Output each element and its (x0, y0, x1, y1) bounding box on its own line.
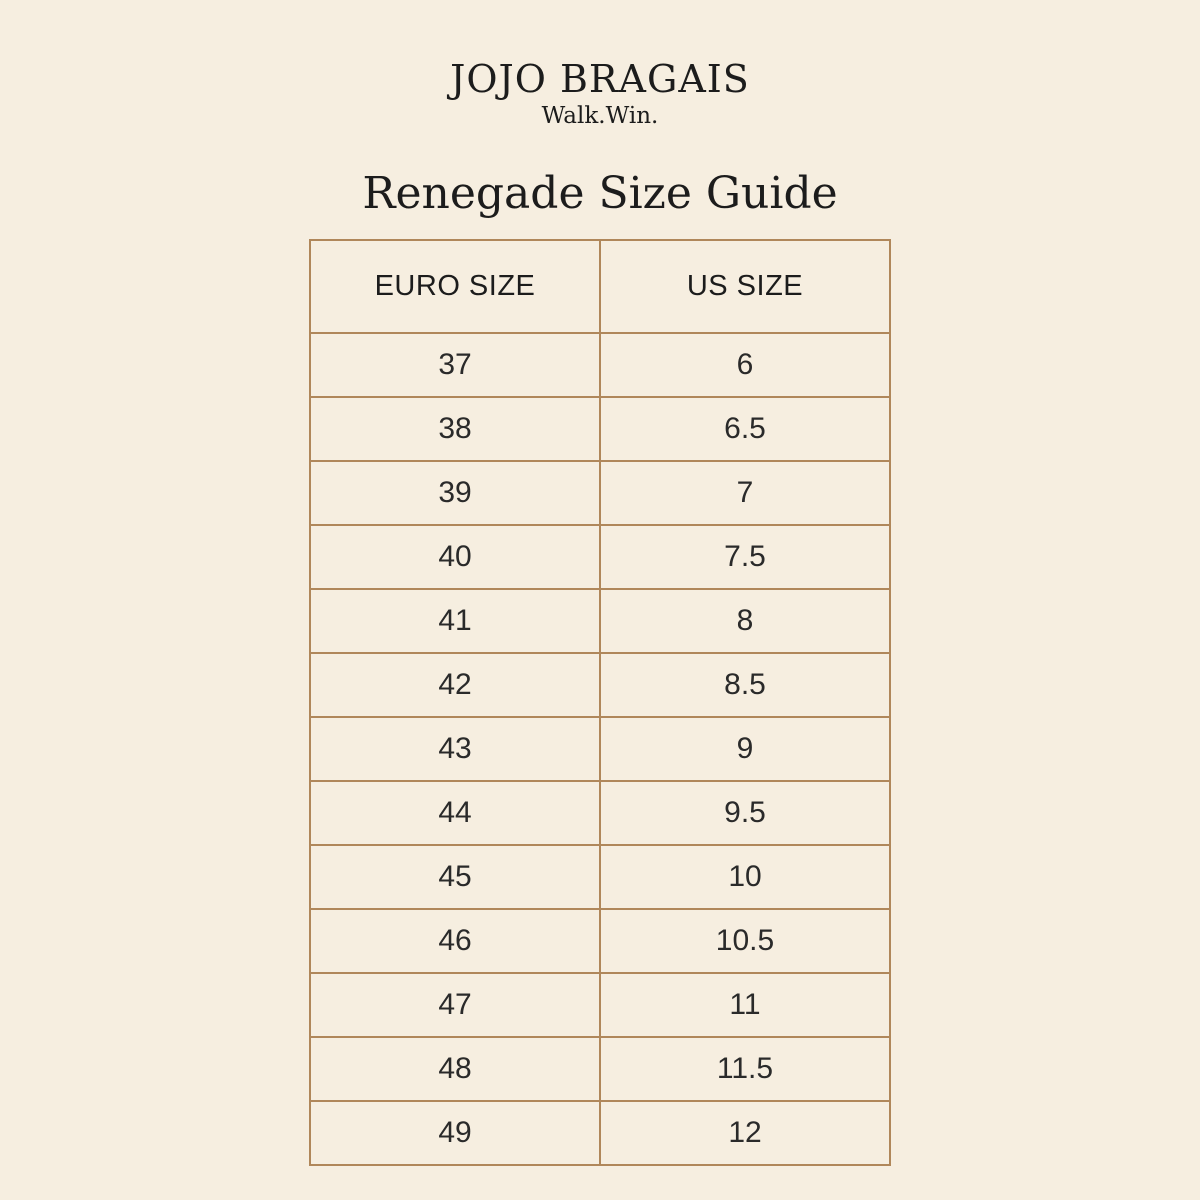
euro-size-cell: 41 (310, 589, 600, 653)
us-size-cell: 9 (600, 717, 890, 781)
euro-size-cell: 45 (310, 845, 600, 909)
euro-size-cell: 43 (310, 717, 600, 781)
us-size-cell: 6 (600, 333, 890, 397)
table-header-row (310, 240, 890, 333)
us-size-cell: 11 (600, 973, 890, 1037)
us-size-cell: 10.5 (600, 909, 890, 973)
euro-size-cell: 39 (310, 461, 600, 525)
us-size-cell: 6.5 (600, 397, 890, 461)
size-table (309, 239, 891, 1166)
us-size-cell: 8.5 (600, 653, 890, 717)
table-row (310, 973, 890, 1037)
table-row (310, 461, 890, 525)
us-size-cell: 7.5 (600, 525, 890, 589)
euro-size-cell: 48 (310, 1037, 600, 1101)
us-size-cell: 11.5 (600, 1037, 890, 1101)
table-row (310, 1037, 890, 1101)
table-row (310, 845, 890, 909)
euro-size-cell: 44 (310, 781, 600, 845)
us-size-cell: 12 (600, 1101, 890, 1165)
euro-size-cell: 38 (310, 397, 600, 461)
brand-name: JOJO BRAGAIS (450, 57, 750, 101)
euro-size-cell: 49 (310, 1101, 600, 1165)
header-euro-size: EURO SIZE (310, 240, 600, 333)
euro-size-cell: 47 (310, 973, 600, 1037)
table-row (310, 653, 890, 717)
table-row (310, 333, 890, 397)
euro-size-cell: 40 (310, 525, 600, 589)
brand-logo (0, 56, 1200, 130)
us-size-cell: 7 (600, 461, 890, 525)
page-title: Renegade Size Guide (362, 168, 838, 219)
table-row (310, 717, 890, 781)
table-row (310, 1101, 890, 1165)
us-size-cell: 10 (600, 845, 890, 909)
brand-tagline: Walk.Win. (541, 103, 659, 129)
euro-size-cell: 46 (310, 909, 600, 973)
us-size-cell: 8 (600, 589, 890, 653)
euro-size-cell: 42 (310, 653, 600, 717)
euro-size-cell: 37 (310, 333, 600, 397)
table-row (310, 781, 890, 845)
table-row (310, 909, 890, 973)
header-us-size: US SIZE (600, 240, 890, 333)
table-row (310, 589, 890, 653)
us-size-cell: 9.5 (600, 781, 890, 845)
table-row (310, 525, 890, 589)
table-row (310, 397, 890, 461)
